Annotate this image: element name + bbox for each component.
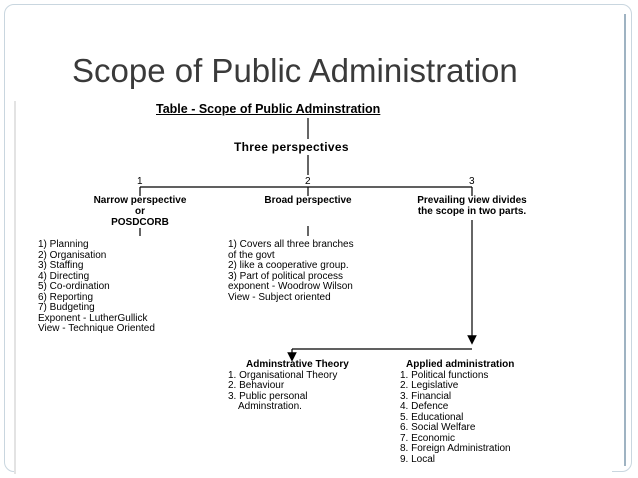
prevailing-heading-line: the scope in two parts.: [417, 206, 527, 217]
list-item: 1. Political functions: [400, 369, 489, 381]
branch-1-number: 1: [137, 176, 143, 187]
applied-administration-title: Applied administration: [406, 359, 515, 370]
list-item: 5. Educational: [400, 411, 464, 423]
prevailing-view-heading: [402, 195, 542, 217]
list-item: 6) Reporting: [38, 291, 94, 303]
list-item: 3. Financial: [400, 390, 452, 402]
broad-heading-line: Broad perspective: [264, 195, 352, 206]
narrow-perspective-heading: [82, 195, 198, 228]
list-item: 3) Staffing: [38, 260, 84, 271]
list-item: 4. Defence: [400, 401, 449, 412]
diagram-edge: [14, 101, 16, 474]
list-item: 9. Local: [400, 453, 436, 465]
list-item: 2) Organisation: [38, 249, 107, 261]
list-item: 1) Covers all three branches: [228, 239, 354, 250]
diagram-table-title: Table - Scope of Public Adminstration: [156, 102, 381, 116]
branch-3-number: 3: [469, 176, 475, 187]
list-item: 7. Economic: [400, 432, 456, 444]
list-item: View - Technique Oriented: [38, 323, 155, 334]
list-item: exponent - Woodrow Wilson: [228, 281, 353, 292]
list-item: Adminstration.: [238, 401, 302, 412]
list-item: 3. Public personal: [228, 390, 308, 402]
list-item: 2. Legislative: [400, 380, 459, 391]
applied-administration-block: [400, 360, 514, 465]
list-item: 2. Behaviour: [228, 380, 285, 391]
list-item: Exponent - LutherGullick: [38, 312, 148, 324]
broad-perspective-heading: [248, 195, 368, 206]
slide-title: Scope of Public Administration: [72, 52, 518, 89]
broad-perspective-list: [228, 240, 354, 303]
list-item: 4) Directing: [38, 270, 90, 282]
narrow-heading-line: or: [135, 206, 145, 217]
root-node-three-perspectives: Three perspectives: [234, 140, 349, 154]
list-item: 6. Social Welfare: [400, 422, 476, 433]
list-item: 1. Organisational Theory: [228, 369, 338, 381]
list-item: 2) like a cooperative group.: [228, 260, 349, 271]
prevailing-heading-line: Prevailing view divides: [417, 195, 527, 206]
slide-accent-rule: [624, 14, 626, 466]
administrative-theory-block: [228, 360, 349, 413]
list-item: 3) Part of political process: [228, 270, 344, 282]
list-item: 8. Foreign Administration: [400, 443, 511, 454]
narrow-heading-line: POSDCORB: [111, 217, 169, 228]
narrow-perspective-list: [38, 240, 155, 335]
list-item: 5) Co-ordination: [38, 281, 110, 292]
administrative-theory-title: Adminstrative Theory: [246, 359, 349, 370]
list-item: View - Subject oriented: [228, 291, 331, 303]
list-item: 1) Planning: [38, 239, 89, 250]
list-item: 7) Budgeting: [38, 302, 95, 313]
list-item: of the govt: [228, 249, 275, 261]
branch-2-number: 2: [305, 176, 311, 187]
narrow-heading-line: Narrow perspective: [93, 195, 187, 206]
